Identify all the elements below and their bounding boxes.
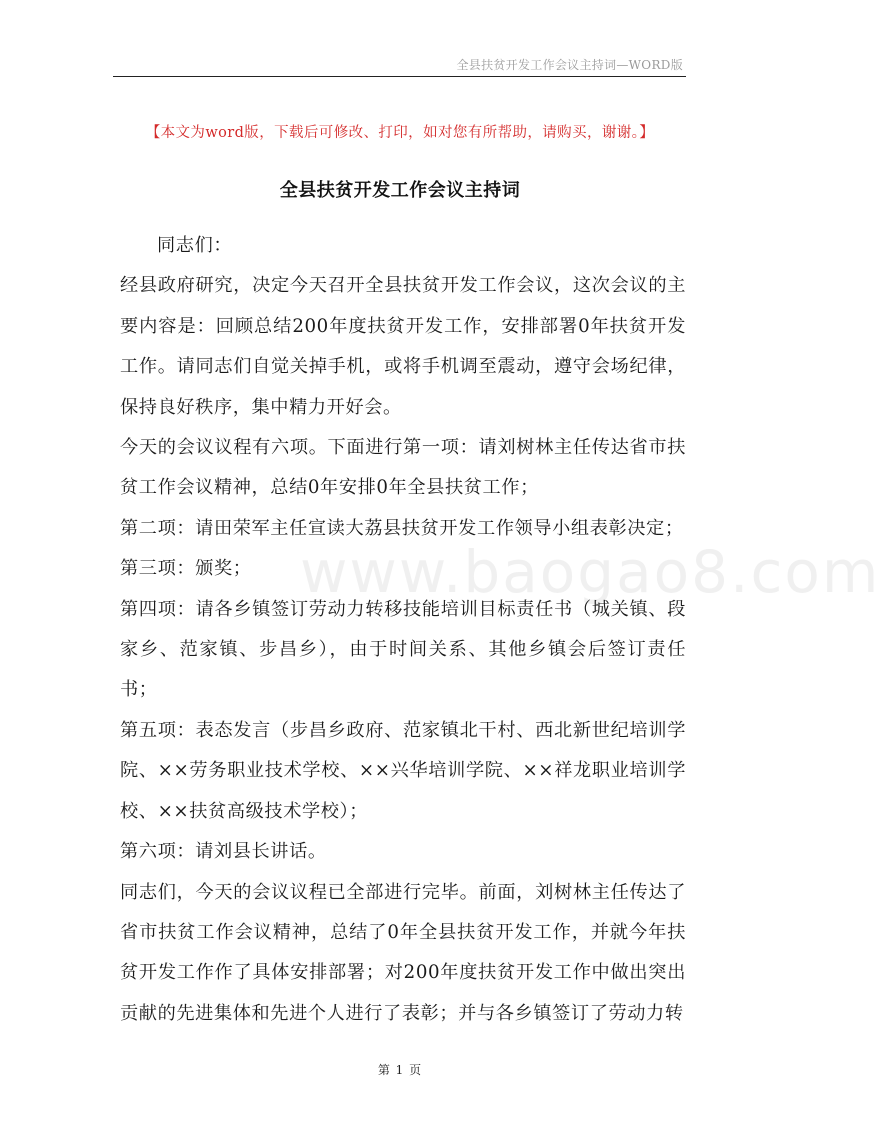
paragraph: 第六项：请刘县长讲话。 [120, 841, 327, 863]
page-number: 第 1 页 [377, 1063, 423, 1077]
paragraph: 第四项：请各乡镇签订劳动力转移技能培训目标责任书（城关镇、段家乡、范家镇、步昌乡），由于时间关系、其他乡镇会后签订责任书； [120, 598, 686, 701]
paragraph: 第五项：表态发言（步昌乡政府、范家镇北干村、西北新世纪培训学院、××劳务职业技术学校、××兴华培训学院、××祥龙职业培训学校、××扶贫高级技术学校）； [120, 719, 686, 822]
document-body [120, 226, 686, 1034]
paragraph: 同志们，今天的会议议程已全部进行完毕。前面，刘树林主任传达了省市扶贫工作会议精神，总结了0年全县扶贫开发工作，并就今年扶贫开发工作作了具体安排部署；对200年度扶贫开发工作中做出突出贡献的先进集体和先进个人进行了表彰；并与各乡镇签订了劳动力转 [120, 881, 686, 1024]
running-header: 全县扶贫开发工作会议主持词—WORD版 [456, 58, 683, 72]
paragraph: 第三项：颁奖； [120, 558, 252, 580]
purchase-notice: 【本文为word版，下载后可修改、打印，如对您有所帮助，请购买，谢谢。】 [145, 125, 655, 141]
salutation: 同志们： [157, 235, 233, 256]
header-divider [113, 76, 686, 77]
paragraph: 第二项：请田荣军主任宣读大荔县扶贫开发工作领导小组表彰决定； [120, 517, 684, 539]
watermark: www.baogao8.com [300, 538, 880, 606]
paragraph: 经县政府研究，决定今天召开全县扶贫开发工作会议，这次会议的主要内容是：回顾总结200年度扶贫开发工作，安排部署0年扶贫开发工作。请同志们自觉关掉手机，或将手机调至震动，遵守会场纪律，保持良好秩序，集中精力开好会。 [120, 275, 686, 418]
document-title: 全县扶贫开发工作会议主持词 [279, 180, 521, 201]
paragraph: 今天的会议议程有六项。下面进行第一项：请刘树林主任传达省市扶贫工作会议精神，总结0年安排0年全县扶贫工作； [120, 437, 686, 499]
